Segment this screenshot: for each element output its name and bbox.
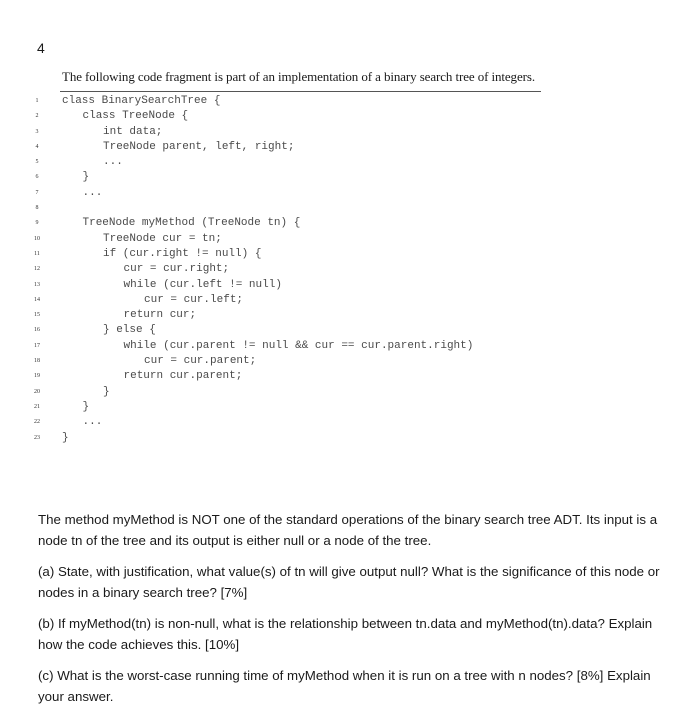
code-text: ... [82,416,103,429]
line-number: 18 [34,358,40,365]
line-number: 8 [35,205,39,212]
divider [60,91,541,92]
line-number: 10 [34,235,40,242]
line-number: 2 [35,113,39,120]
line-number: 13 [34,281,40,288]
line-number: 4 [35,143,39,150]
code-text: TreeNode parent, left, right; [103,140,295,153]
code-text: } else { [103,324,156,337]
line-number: 14 [34,296,40,303]
code-text: class BinarySearchTree { [62,95,221,107]
code-text: return cur; [123,309,197,322]
line-number: 21 [34,403,40,410]
code-text: while (cur.parent != null && cur == cur.parent.right) [123,339,474,352]
method-description: The method myMethod is NOT one of the standard operations of the binary search tree ADT. Its input is a node tn of the tree and its output is either null or a node of the tree. [38,512,658,548]
question-number: 4 [37,40,45,56]
code-text: class TreeNode { [82,110,189,123]
code-text: } [103,385,110,398]
code-text: while (cur.left != null) [123,278,282,291]
code-text: return cur.parent; [123,370,243,383]
line-number: 5 [35,159,39,166]
code-text: if (cur.right != null) { [103,247,262,260]
line-number: 22 [34,419,40,426]
code-text: ... [82,186,103,199]
line-number: 3 [35,128,39,135]
question-intro: The following code fragment is part of an implementation of a binary search tree of integers. [62,69,535,84]
code-text: TreeNode myMethod (TreeNode tn) { [82,217,301,230]
part-a: (a) State, with justification, what value(s) of tn will give output null? What is the significance of this node or nodes in a binary search tree? [7%] [38,564,660,600]
code-text: } [62,431,69,444]
code-text: } [82,400,90,413]
line-number: 20 [34,388,40,395]
code-text: ... [103,156,123,169]
code-text: } [82,171,90,184]
line-number: 15 [34,312,40,319]
code-text: int data; [103,125,163,138]
line-number: 23 [34,434,40,441]
line-number: 16 [34,327,40,334]
part-c: (c) What is the worst-case running time of myMethod when it is run on a tree with n nodes? [8%] Explain your answer. [38,668,651,704]
line-number: 19 [34,373,40,380]
code-text: cur = cur.parent; [144,355,257,368]
line-number: 17 [34,342,40,349]
line-number: 7 [35,189,39,196]
line-number: 9 [35,220,39,227]
part-b: (b) If myMethod(tn) is non-null, what is the relationship between tn.data and myMethod(tn).data? Explain how the code achieves this. [10%] [38,616,653,652]
line-number: 12 [34,266,40,273]
code-text: cur = cur.left; [144,293,244,306]
line-number: 11 [34,250,40,257]
code-text: TreeNode cur = tn; [103,232,222,245]
line-number: 1 [35,98,39,104]
line-number: 6 [35,174,39,181]
code-text: cur = cur.right; [123,263,230,276]
